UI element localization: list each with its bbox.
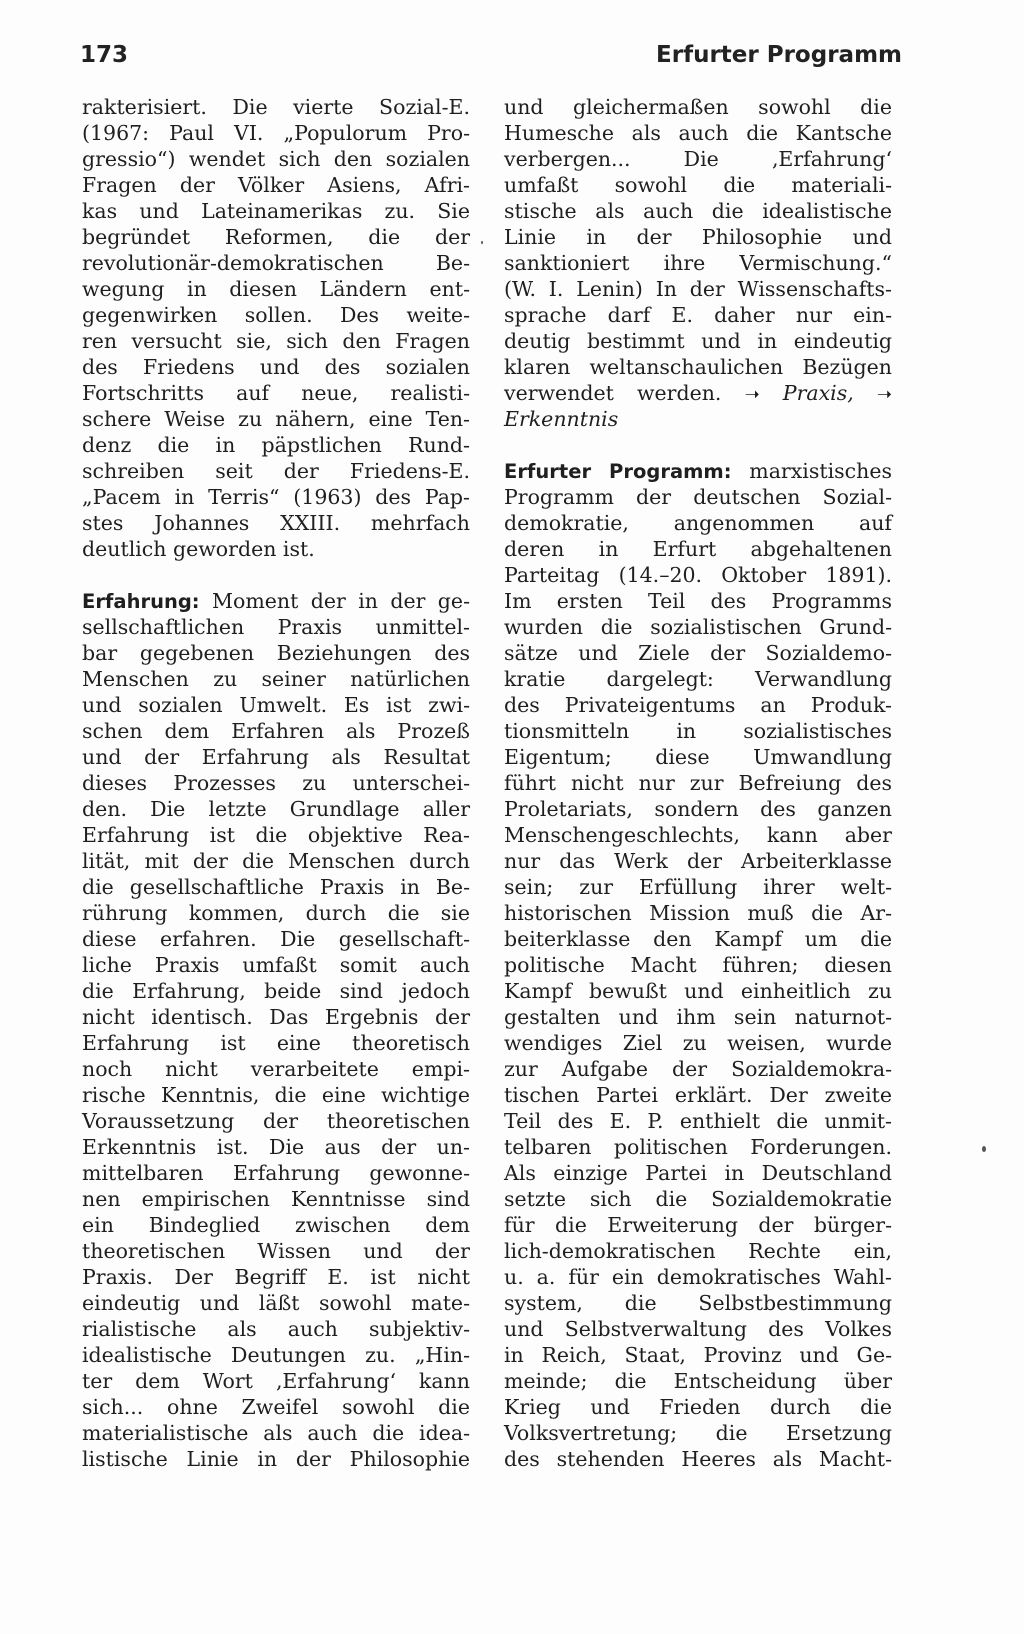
text-line: verbergen... Die ‚Erfahrung‘ [504,147,892,171]
text-line: beiterklasse den Kampf um die [504,927,892,951]
text-line: sich... ohne Zweifel sowohl die [82,1395,470,1419]
text-line: mittelbaren Erfahrung gewonne- [82,1161,470,1185]
text-line: Proletariats, sondern des ganzen [504,797,892,821]
text-line: materialistische als auch die idea- [82,1421,470,1445]
text-line: und Selbstverwaltung des Volkes [504,1317,892,1341]
text-line: umfaßt sowohl die materiali- [504,173,892,197]
text-line: wurden die sozialistischen Grund- [504,615,892,639]
text-line: kas und Lateinamerikas zu. Sie [82,199,470,223]
text-line: nen empirischen Kenntnisse sind [82,1187,470,1211]
arrow-right-icon: ➝ [876,384,892,405]
text-line: revolutionär-demokratischen Be- [82,251,470,275]
text-line: Krieg und Frieden durch die [504,1395,892,1419]
paragraph-gap [504,432,892,458]
text-line: system, die Selbstbestimmung [504,1291,892,1315]
text-segment: verwendet werden. [504,381,745,405]
running-title: Erfurter Programm [656,42,902,68]
text-line: „Pacem in Terris“ (1963) des Pap- [82,485,470,509]
page-number: 173 [80,42,129,68]
text-line: Erkenntnis ist. Die aus der un- [82,1135,470,1159]
text-line: die gesellschaftliche Praxis in Be- [82,875,470,899]
text-line: Erfahrung ist die objektive Rea- [82,823,470,847]
text-line: Fragen der Völker Asiens, Afri- [82,173,470,197]
text-line: nicht identisch. Das Ergebnis der [82,1005,470,1029]
text-line: bar gegebenen Beziehungen des [82,641,470,665]
text-line: Eigentum; diese Umwandlung [504,745,892,769]
text-line: begründet Reformen, die der [82,225,470,249]
text-line: des Friedens und des sozialen [82,355,470,379]
text-line: tischen Partei erklärt. Der zweite [504,1083,892,1107]
text-line: ein Bindeglied zwischen dem [82,1213,470,1237]
text-line: (1967: Paul VI. „Populorum Pro- [82,121,470,145]
text-line: und der Erfahrung als Resultat [82,745,470,769]
text-line: Praxis. Der Begriff E. ist nicht [82,1265,470,1289]
right-column [504,94,892,1472]
print-speck [982,1146,986,1152]
text-line: stische als auch die idealistische [504,199,892,223]
text-line: idealistische Deutungen zu. „Hin- [82,1343,470,1367]
text-line: diese erfahren. Die gesellschaft- [82,927,470,951]
text-line: ren versucht sie, sich den Fragen [82,329,470,353]
arrow-right-icon: ➝ [744,384,760,405]
text-line: gestalten und ihm sein naturnot- [504,1005,892,1029]
entry-term-erfahrung: Erfahrung: [82,590,200,613]
text-line: zur Aufgabe der Sozialdemokra- [504,1057,892,1081]
text-line: dieses Prozesses zu unterschei- [82,771,470,795]
text-line: historischen Mission muß die Ar- [504,901,892,925]
crossref-praxis[interactable]: Praxis, [782,381,854,405]
text-line: u. a. für ein demokratisches Wahl- [504,1265,892,1289]
text-line: sanktioniert ihre Vermischung.“ [504,251,892,275]
text-line: kratie dargelegt: Verwandlung [504,667,892,691]
text-line: und gleichermaßen sowohl die [504,95,892,119]
text-line: denz die in päpstlichen Rund- [82,433,470,457]
entry-head-line [82,588,470,614]
crossref-erkenntnis[interactable]: Erkenntnis [504,407,619,431]
text-line: rialistische als auch subjektiv- [82,1317,470,1341]
text-line: Humesche als auch die Kantsche [504,121,892,145]
text-line: rührung kommen, durch die sie [82,901,470,925]
text-line: sätze und Ziele der Sozialdemo- [504,641,892,665]
text-line: Im ersten Teil des Programms [504,589,892,613]
text-line: klaren weltanschaulichen Bezügen [504,355,892,379]
text-line: Volksvertretung; die Ersetzung [504,1421,892,1445]
text-line: ter dem Wort ‚Erfahrung‘ kann [82,1369,470,1393]
text-line: Erfahrung ist eine theoretisch [82,1031,470,1055]
text-line: gressio“) wendet sich den sozialen [82,147,470,171]
text-line: deutlich geworden ist. [82,537,315,561]
text-line: die Erfahrung, beide sind jedoch [82,979,470,1003]
text-line: schere Weise zu nähern, eine Ten- [82,407,470,431]
text-line: Parteitag (14.–20. Oktober 1891). [504,563,892,587]
text-line: Teil des E. P. enthielt die unmit- [504,1109,892,1133]
text-line: sellschaftlichen Praxis unmittel- [82,615,470,639]
text-line: schreiben seit der Friedens-E. [82,459,470,483]
text-line: Als einzige Partei in Deutschland [504,1161,892,1185]
text-line: wegung in diesen Ländern ent- [82,277,470,301]
text-line: tionsmitteln in sozialistisches [504,719,892,743]
text-line: telbaren politischen Forderungen. [504,1135,892,1159]
text-line: und sozialen Umwelt. Es ist zwi- [82,693,470,717]
text-line: lität, mit der die Menschen durch [82,849,470,873]
entry-term-erfurter-programm: Erfurter Programm: [504,460,732,483]
text-line: noch nicht verarbeitete empi- [82,1057,470,1081]
text-line: wendiges Ziel zu weisen, wurde [504,1031,892,1055]
text-line: rakterisiert. Die vierte Sozial-E. [82,95,470,119]
text-line: meinde; die Entscheidung über [504,1369,892,1393]
entry-text: marxistisches [731,459,892,483]
text-line: Programm der deutschen Sozial- [504,485,892,509]
text-line: rische Kenntnis, die eine wichtige [82,1083,470,1107]
text-line: des Privateigentums an Produk- [504,693,892,717]
text-line: demokratie, angenommen auf [504,511,892,535]
text-line: Fortschritts auf neue, realisti- [82,381,470,405]
text-line: sein; zur Erfüllung ihrer welt- [504,875,892,899]
text-line: stes Johannes XXIII. mehrfach [82,511,470,535]
text-line: führt nicht nur zur Befreiung des [504,771,892,795]
text-line: Voraussetzung der theoretischen [82,1109,470,1133]
text-line: lich-demokratischen Rechte ein, [504,1239,892,1263]
entry-head-line [504,458,892,484]
text-line: für die Erweiterung der bürger- [504,1213,892,1237]
paragraph-gap [82,562,470,588]
text-line: in Reich, Staat, Provinz und Ge- [504,1343,892,1367]
text-line: listische Linie in der Philosophie [82,1447,470,1471]
text-line: schen dem Erfahren als Prozeß [82,719,470,743]
text-line: Linie in der Philosophie und [504,225,892,249]
text-line: setzte sich die Sozialdemokratie [504,1187,892,1211]
text-line: theoretischen Wissen und der [82,1239,470,1263]
text-line: den. Die letzte Grundlage aller [82,797,470,821]
text-line: Menschen zu seiner natürlichen [82,667,470,691]
text-line: politische Macht führen; diesen [504,953,892,977]
text-line: deren in Erfurt abgehaltenen [504,537,892,561]
print-speck [481,241,483,244]
crossref-line [504,380,892,406]
text-line: liche Praxis umfaßt somit auch [82,953,470,977]
text-line: deutig bestimmt und in eindeutig [504,329,892,353]
entry-text: Moment der in der ge- [199,589,470,613]
left-column [82,94,470,1472]
text-line: gegenwirken sollen. Des weite- [82,303,470,327]
text-line: nur das Werk der Arbeiterklasse [504,849,892,873]
text-line: Kampf bewußt und einheitlich zu [504,979,892,1003]
text-line: eindeutig und läßt sowohl mate- [82,1291,470,1315]
text-line: (W. I. Lenin) In der Wissenschafts- [504,277,892,301]
text-line: des stehenden Heeres als Macht- [504,1447,892,1471]
text-line: sprache darf E. daher nur ein- [504,303,892,327]
text-line: Menschengeschlechts, kann aber [504,823,892,847]
